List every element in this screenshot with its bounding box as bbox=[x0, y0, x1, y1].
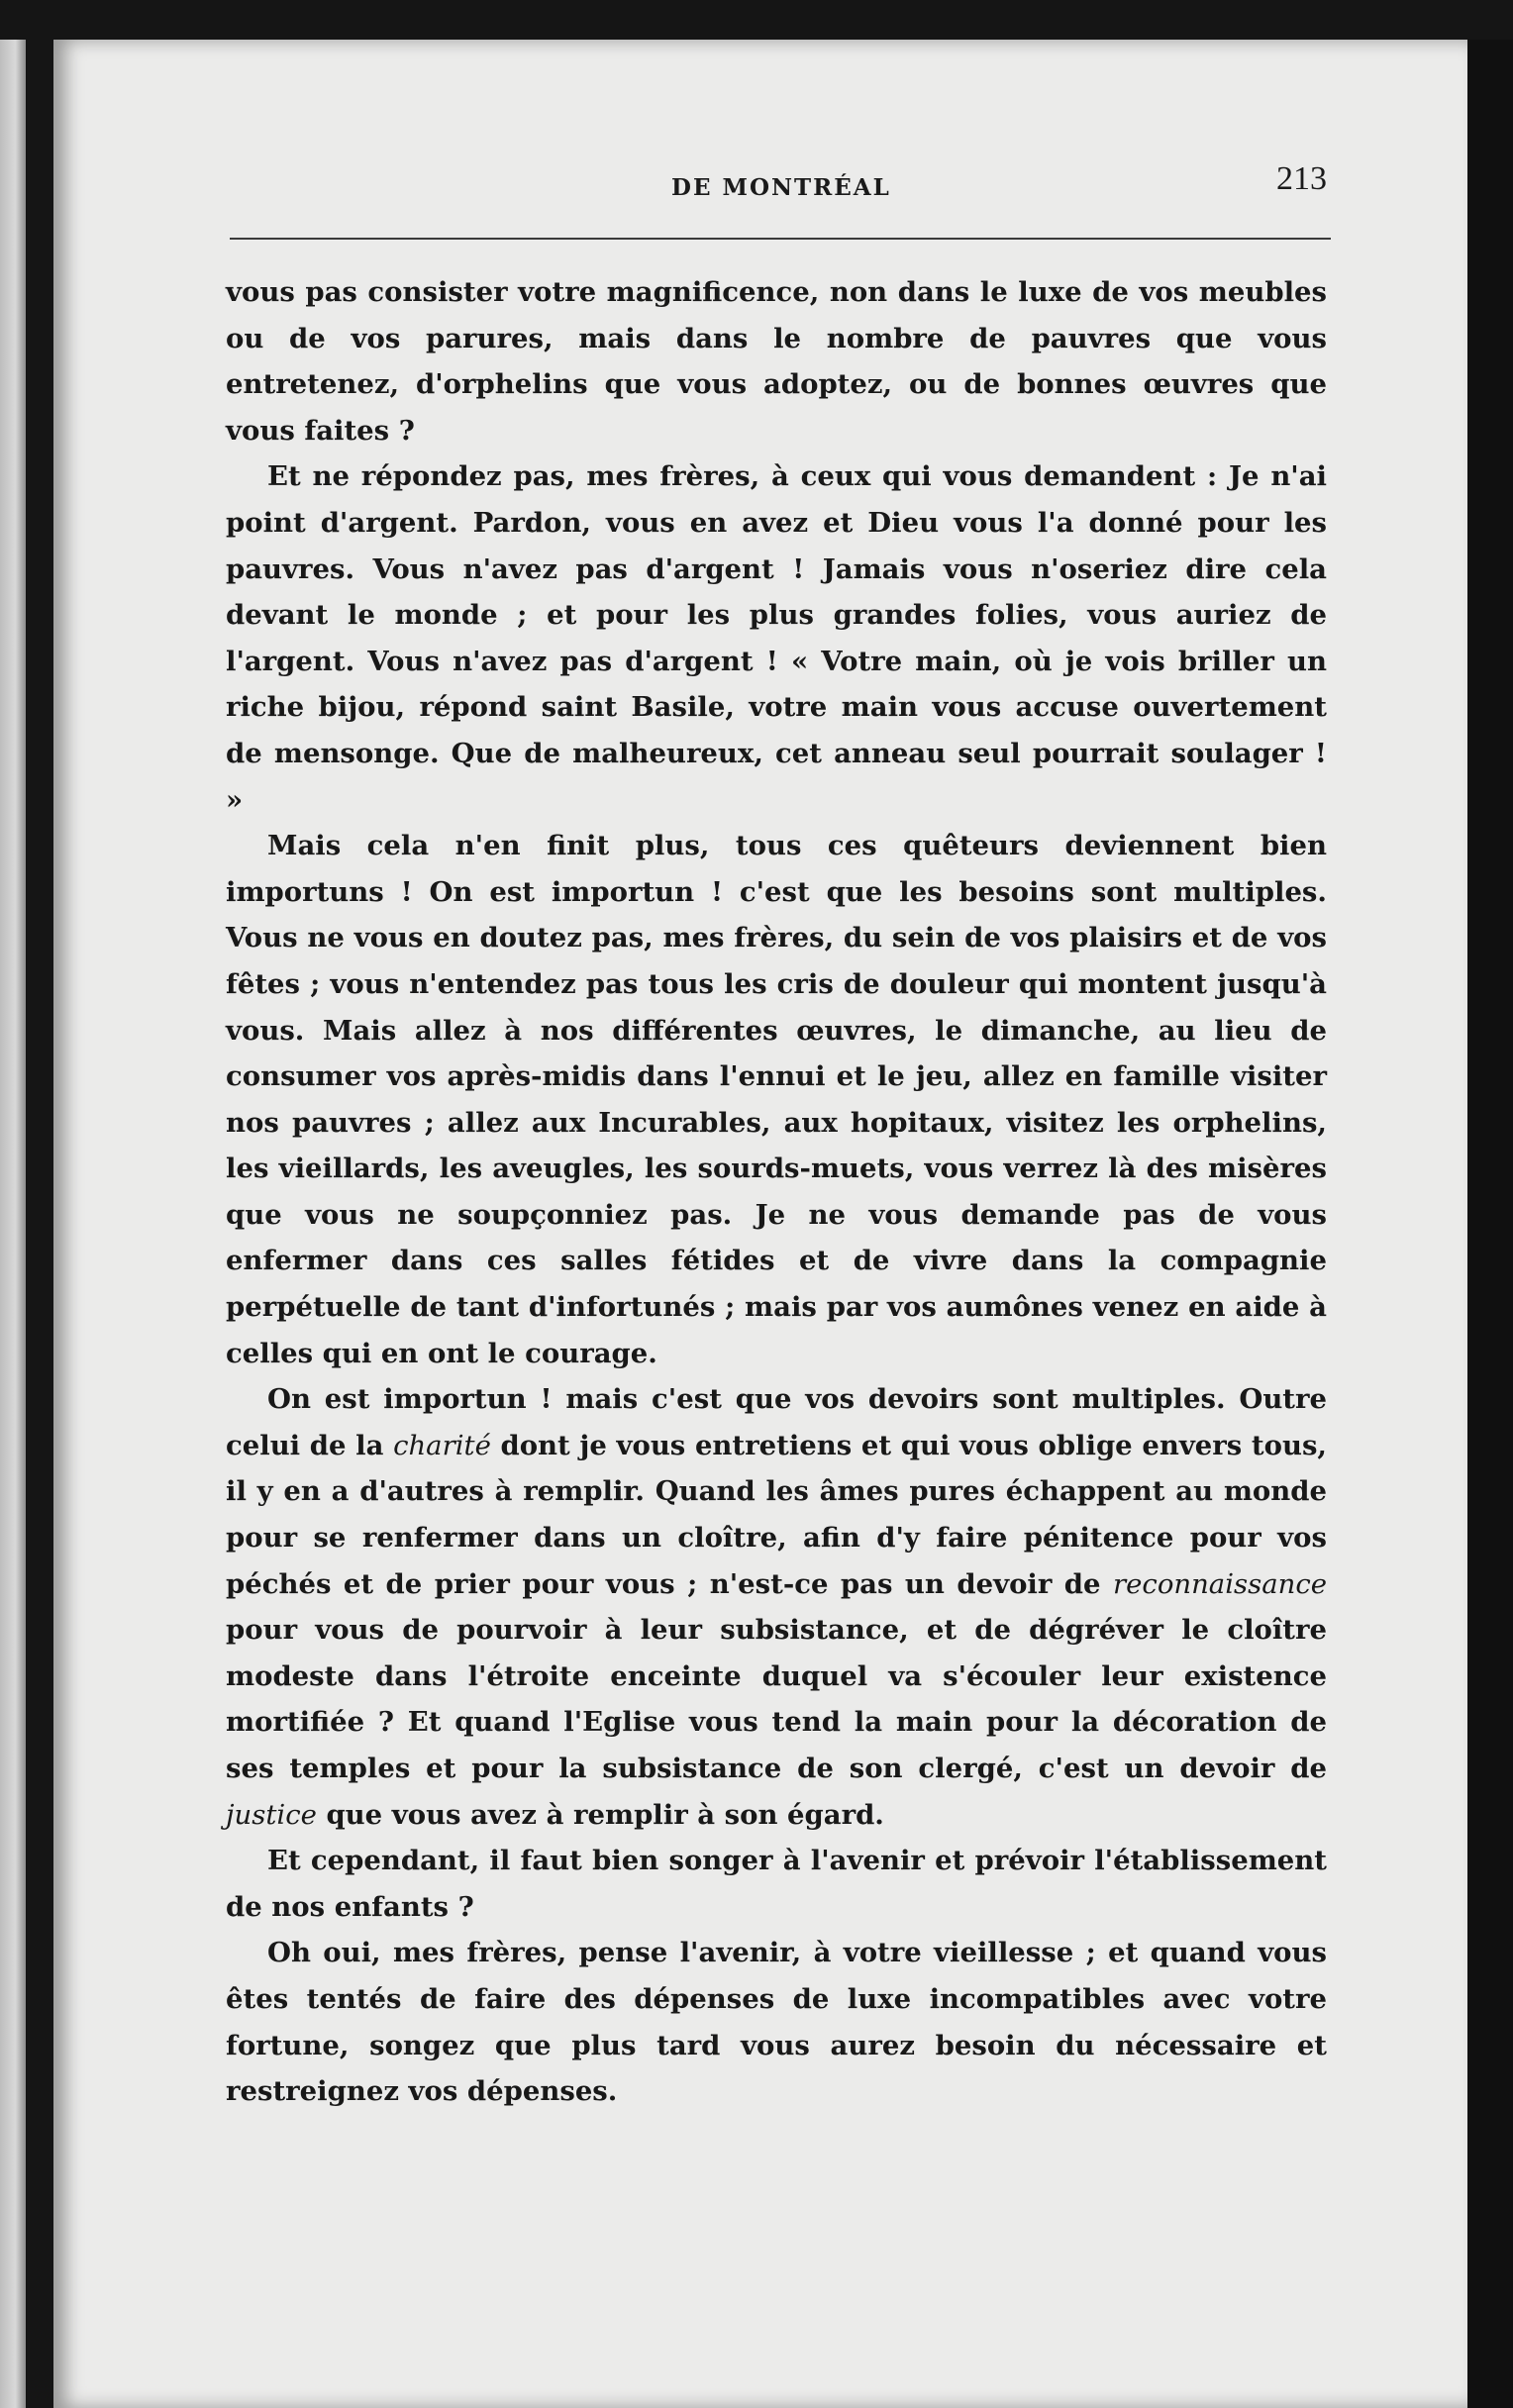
paragraph-4-part-d: que vous avez à remplir à son égard. bbox=[316, 1798, 884, 1831]
paragraph-4-part-a: On est importun ! mais c'est que vos devoirs sont multiples. Outre celui de la bbox=[226, 1383, 1327, 1461]
running-head: DE MONTRÉAL bbox=[671, 174, 891, 201]
italic-reconnaissance: reconnaissance bbox=[1113, 1567, 1327, 1600]
previous-page-edge bbox=[0, 40, 26, 2408]
header-rule bbox=[230, 238, 1331, 240]
paragraph-3: Mais cela n'en finit plus, tous ces quêteurs deviennent bien importuns ! On est importun ! c'est que les besoins sont multiples. Vous ne vous en doutez pas, mes frères, du sein de vos plaisirs et de vos fêtes ; vous n'entendez pas tous les cris de douleur qui montent jusqu'à vous. Mais allez à nos différentes œuvres, le dimanche, au lieu de consumer vos après-midis dans l'ennui et le jeu, allez en famille visiter nos pauvres ; allez aux Incurables, aux hopitaux, visitez les orphelins, les vieillards, les aveugles, les sourds-muets, vous verrez là des misères que vous ne soupçonniez pas. Je ne vous demande pas de vous enfermer dans ces salles fétides et de vivre dans la compagnie perpétuelle de tant d'infortunés ; mais par vos aumônes venez en aide à celles qui en ont le courage. bbox=[226, 830, 1327, 1369]
paragraph-1: vous pas consister votre magnificence, non dans le luxe de vos meubles ou de vos parures, mais dans le nombre de pauvres que vous entretenez, d'orphelins que vous adoptez, ou de bonnes œuvres que vous faites ? bbox=[226, 276, 1327, 447]
paragraph-2: Et ne répondez pas, mes frères, à ceux qui vous demandent : Je n'ai point d'argent. Pardon, vous en avez et Dieu vous l'a donné pour les pauvres. Vous n'avez pas d'argent ! Jamais vous n'oseriez dire cela devant le monde ; et pour les plus grandes folies, vous auriez de l'argent. Vous n'avez pas d'argent ! « Votre main, où je vois briller un riche bijou, répond saint Basile, votre main vous accuse ouvertement de mensonge. Que de malheureux, cet anneau seul pourrait soulager ! » bbox=[226, 460, 1327, 816]
paragraph-5: Et cependant, il faut bien songer à l'avenir et prévoir l'établissement de nos enfants ? bbox=[226, 1845, 1327, 1923]
page-header bbox=[176, 160, 1327, 220]
page-body bbox=[226, 269, 1327, 2115]
italic-justice: justice bbox=[226, 1798, 317, 1831]
paragraph-6: Oh oui, mes frères, pense l'avenir, à votre vieillesse ; et quand vous êtes tentés de faire des dépenses de luxe incompatibles avec votre fortune, songez que plus tard vous aurez besoin du nécessaire et restreignez vos dépenses. bbox=[226, 1937, 1327, 2108]
page-number: 213 bbox=[1276, 160, 1327, 197]
paragraph-4-part-c: pour vous de pourvoir à leur subsistance, et de dégréver le cloître modeste dans l'étroite enceinte duquel va s'écouler leur existence mortifiée ? Et quand l'Eglise vous tend la main pour la décoration de ses temples et pour la subsistance de son clergé, c'est un devoir de bbox=[226, 1614, 1327, 1784]
italic-charite: charité bbox=[393, 1429, 491, 1461]
paragraph-4 bbox=[226, 1376, 1327, 1838]
paragraph-4-part-b: dont je vous entretiens et qui vous oblige envers tous, il y en a d'autres à remplir. Quand les âmes pures échappent au monde pour se renfermer dans un cloître, afin d'y faire pénitence pour vos péchés et de prier pour vous ; n'est-ce pas un devoir de bbox=[226, 1429, 1328, 1600]
page-right-margin bbox=[1467, 40, 1513, 2408]
